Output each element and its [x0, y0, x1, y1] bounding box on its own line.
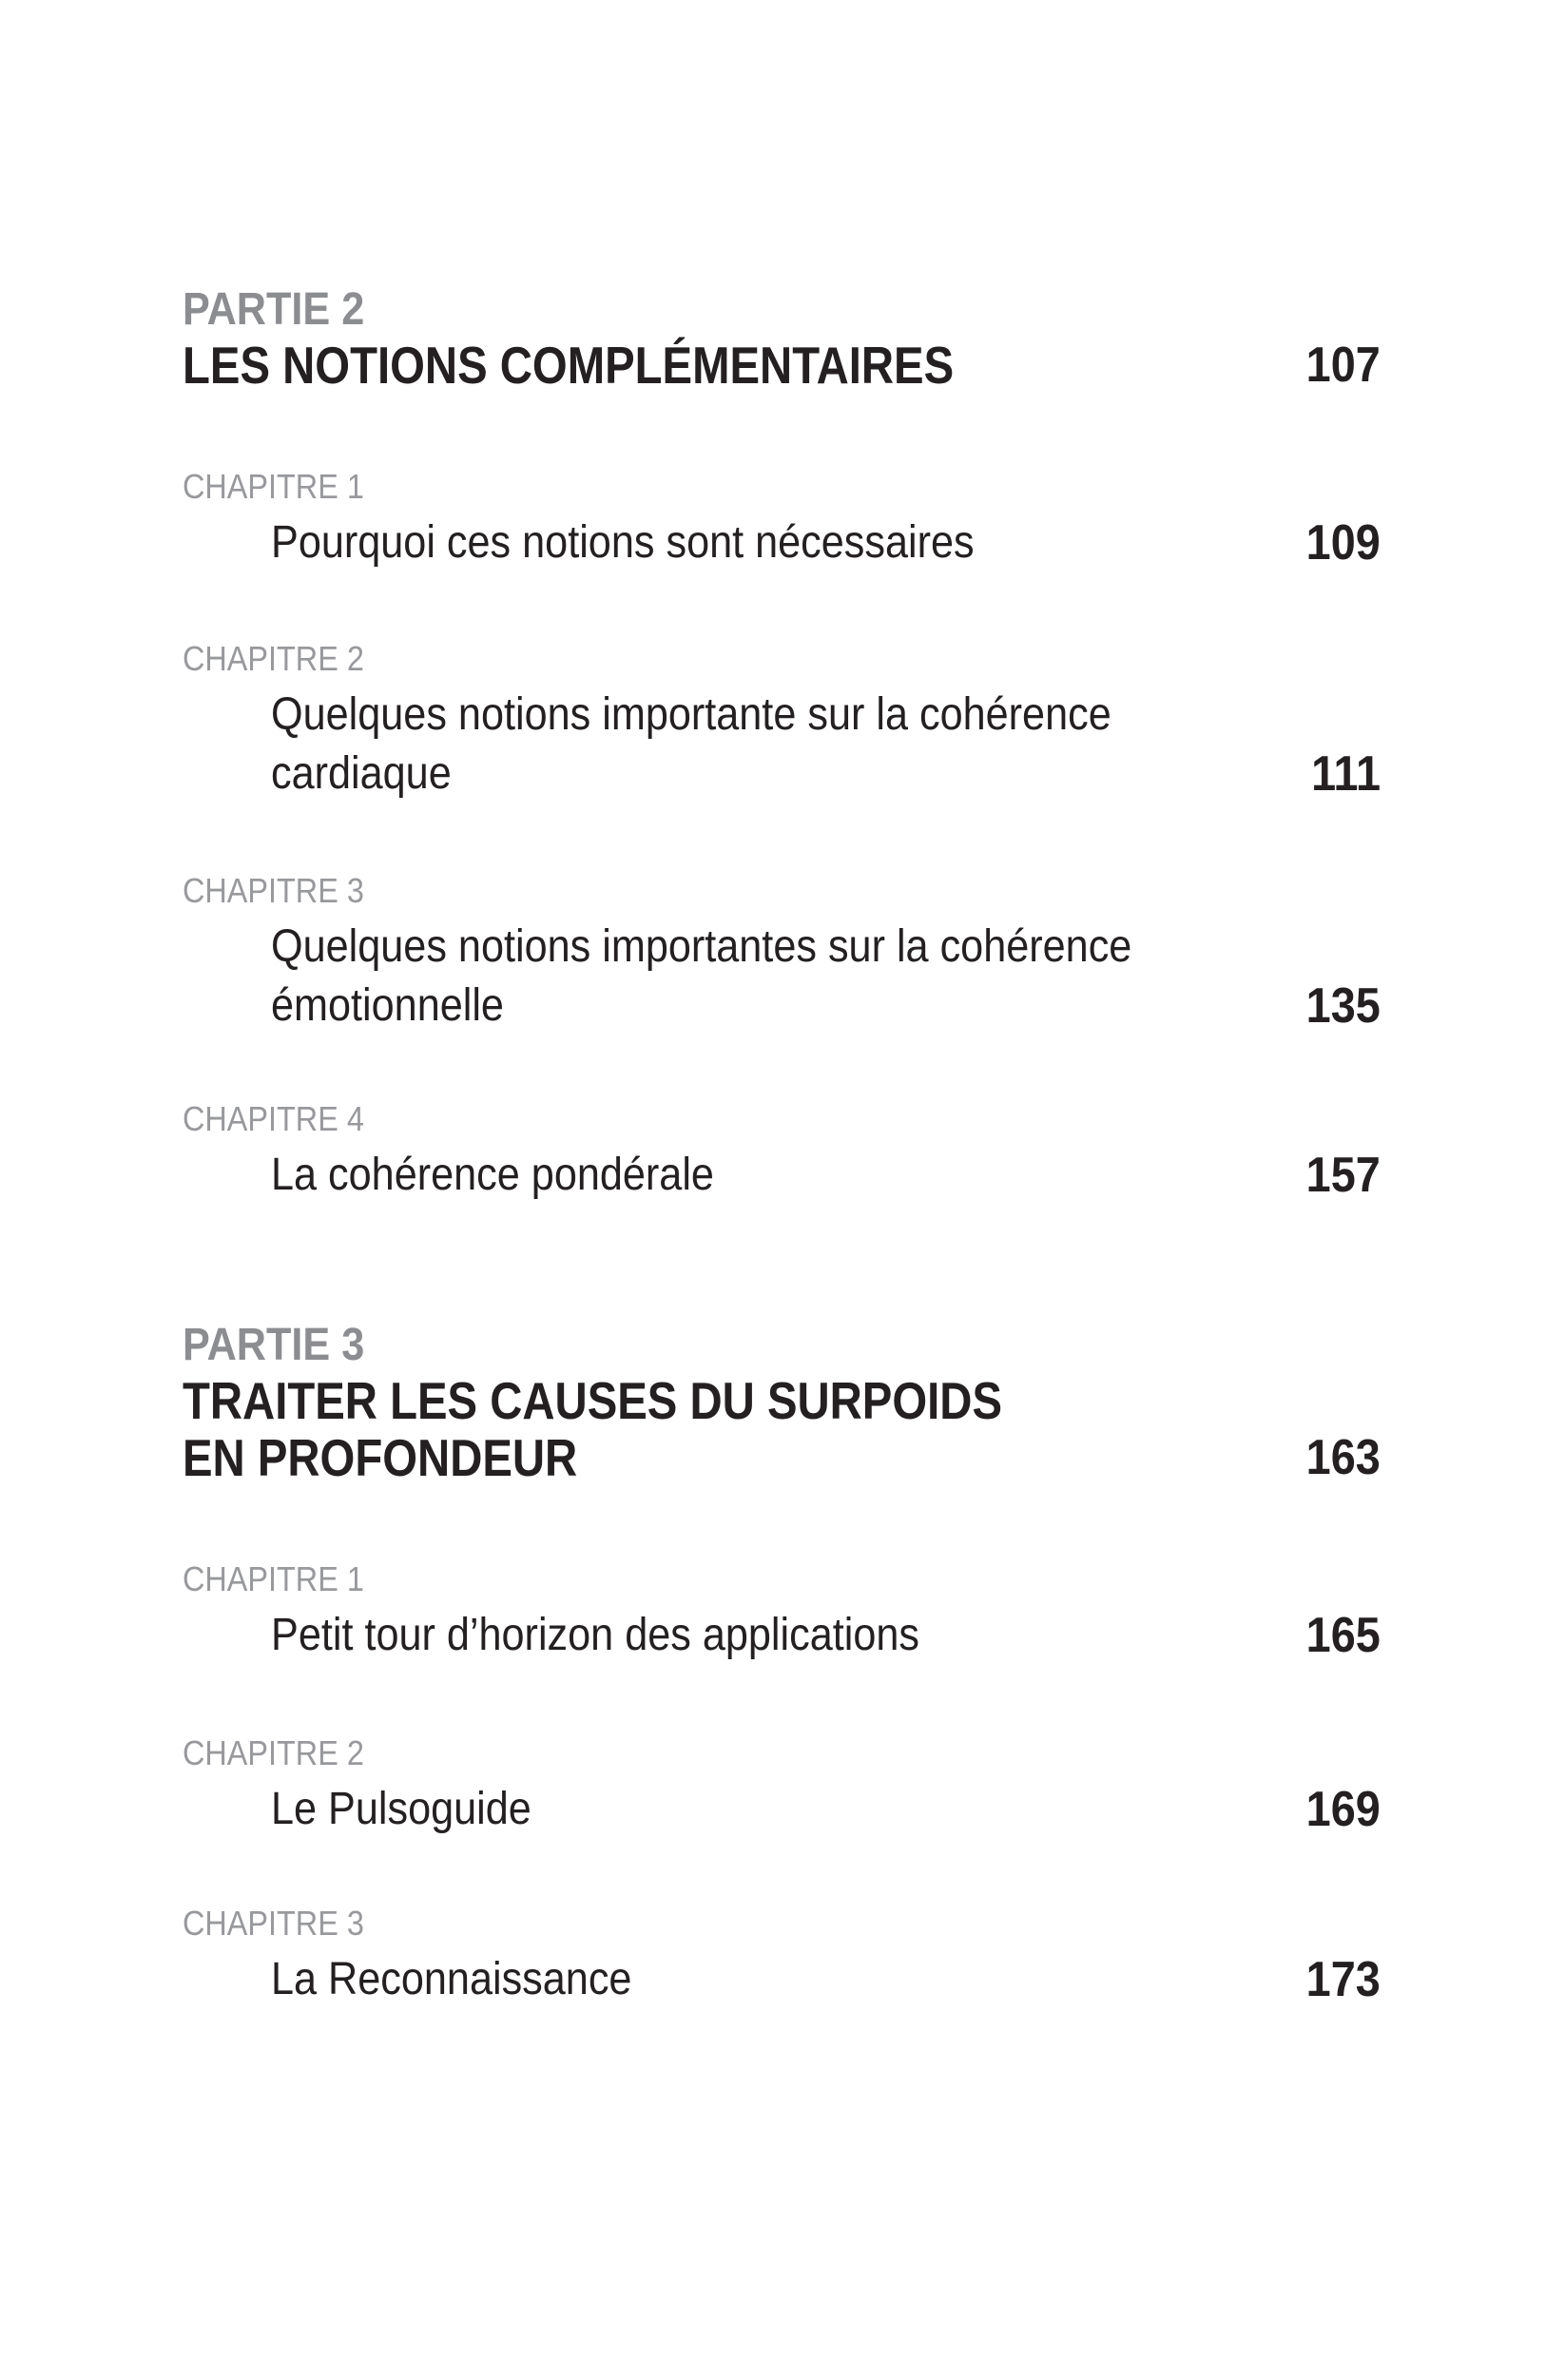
toc-chapter-entry [183, 1553, 1381, 1665]
chapter-kicker [183, 864, 1381, 918]
entry-title-line: EN PROFONDEUR [183, 1428, 578, 1487]
entry-title [183, 1606, 1298, 1665]
chapter-kicker-label: CHAPITRE 3 [183, 1904, 364, 1943]
chapter-kicker-label: CHAPITRE 1 [183, 467, 364, 506]
page-number: 173 [1305, 1952, 1381, 2007]
page-number: 107 [1305, 338, 1381, 393]
entry-title-line: Pourquoi ces notions sont nécessaires [271, 517, 975, 568]
toc-chapter-entry [183, 1897, 1381, 2009]
entry-title [183, 1146, 1298, 1205]
entry-title-line: La Reconnaissance [271, 1954, 632, 2004]
page-number: 163 [1305, 1430, 1381, 1485]
toc-chapter-entry [183, 1727, 1381, 1839]
entry-title [183, 513, 1298, 572]
toc-part-entry [183, 1318, 1381, 1486]
chapter-kicker [183, 1553, 1381, 1606]
entry-title-line: LES NOTIONS COMPLÉMENTAIRES [183, 336, 955, 395]
entry-title [183, 337, 1298, 394]
toc-chapter-entry [183, 1093, 1381, 1205]
toc-row [183, 1606, 1381, 1665]
entry-title [183, 1780, 1298, 1839]
part-kicker [183, 282, 1381, 337]
entry-title [183, 686, 1304, 803]
part-kicker [183, 1318, 1381, 1372]
page-number: 157 [1305, 1148, 1381, 1203]
toc-row [183, 686, 1381, 803]
entry-title [183, 918, 1298, 1035]
entry-title-line: cardiaque [271, 748, 452, 799]
chapter-kicker [183, 1727, 1381, 1780]
toc-row [183, 1950, 1381, 2009]
entry-title-line: TRAITER LES CAUSES DU SURPOIDS [183, 1371, 1003, 1430]
toc-row [183, 1146, 1381, 1205]
chapter-kicker-label: CHAPITRE 2 [183, 1733, 364, 1772]
toc-row [183, 1372, 1381, 1486]
chapter-kicker [183, 632, 1381, 686]
toc-chapter-entry [183, 632, 1381, 803]
entry-title [183, 1950, 1298, 2009]
chapter-kicker-label: CHAPITRE 2 [183, 639, 364, 678]
toc-row [183, 1780, 1381, 1839]
chapter-kicker-label: CHAPITRE 3 [183, 871, 364, 910]
entry-title [183, 1372, 1298, 1486]
chapter-kicker-label: CHAPITRE 1 [183, 1559, 364, 1598]
entry-title-line: La cohérence pondérale [271, 1150, 714, 1200]
toc-row [183, 337, 1381, 394]
entry-title-line: émotionnelle [271, 980, 504, 1031]
page-number: 111 [1311, 746, 1381, 802]
chapter-kicker [183, 1897, 1381, 1950]
chapter-kicker [183, 1093, 1381, 1146]
toc-row [183, 918, 1381, 1035]
toc-row [183, 513, 1381, 572]
part-kicker-label: PARTIE 2 [183, 284, 365, 335]
page-number: 165 [1305, 1608, 1381, 1663]
page-number: 135 [1305, 978, 1381, 1034]
toc-chapter-entry [183, 460, 1381, 572]
chapter-kicker-label: CHAPITRE 4 [183, 1099, 364, 1138]
entry-title-line: Le Pulsoguide [271, 1784, 531, 1834]
entry-title-line: Petit tour d’horizon des applications [271, 1610, 920, 1660]
page-number: 109 [1305, 515, 1381, 571]
entry-title-line: Quelques notions importante sur la cohérence [271, 689, 1111, 740]
toc-chapter-entry [183, 864, 1381, 1035]
chapter-kicker [183, 460, 1381, 513]
entry-title-line: Quelques notions importantes sur la cohérence [271, 921, 1132, 972]
part-kicker-label: PARTIE 3 [183, 1320, 365, 1370]
page-number: 169 [1305, 1782, 1381, 1837]
toc-part-entry [183, 282, 1381, 394]
